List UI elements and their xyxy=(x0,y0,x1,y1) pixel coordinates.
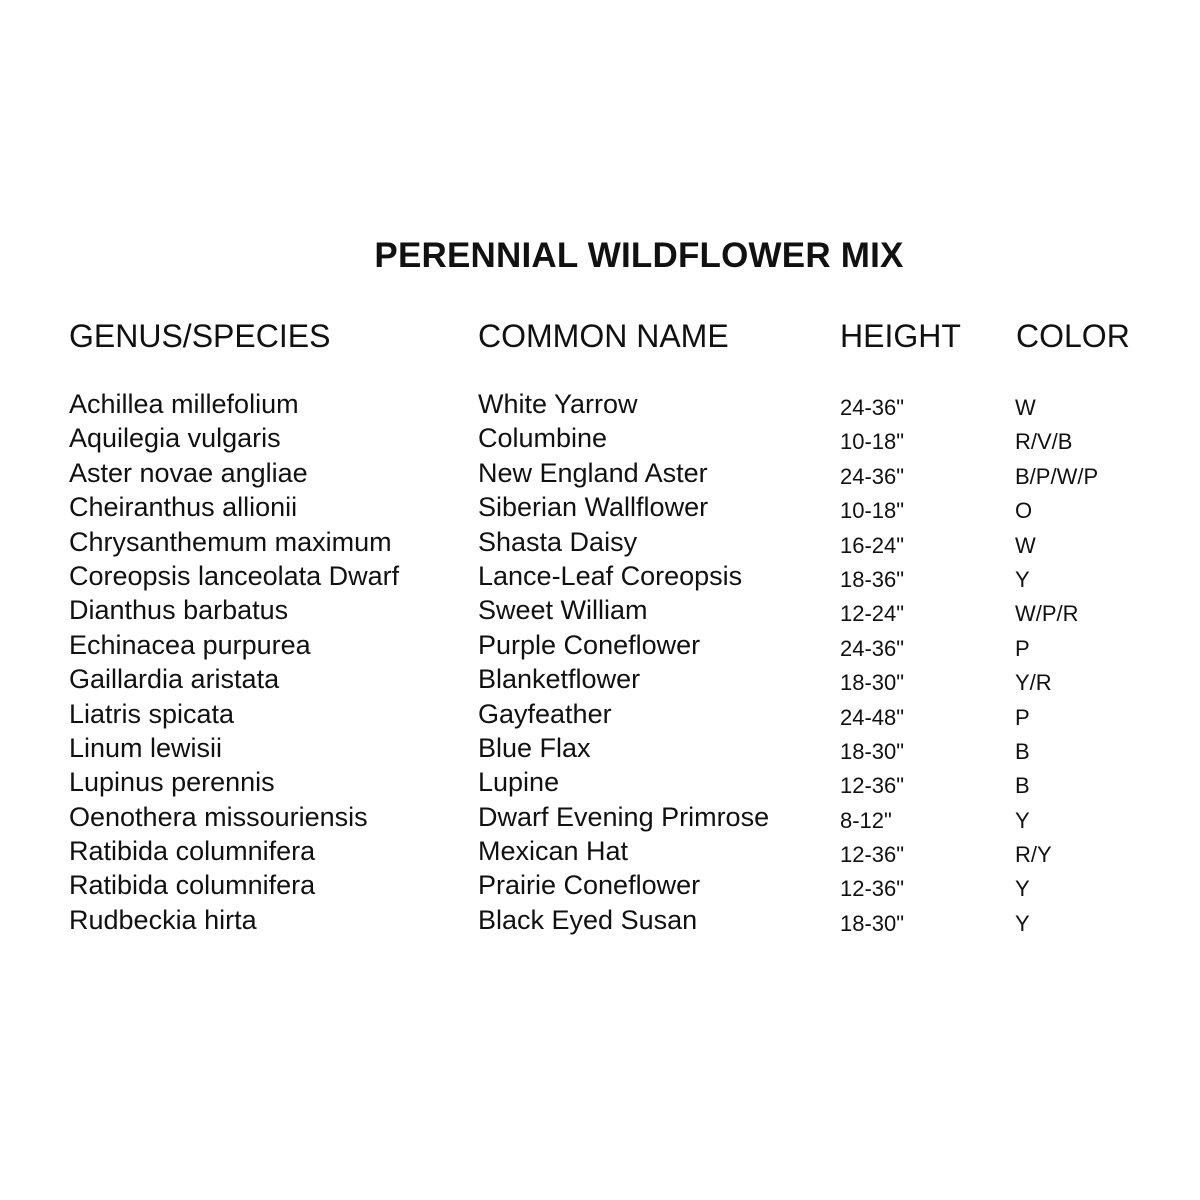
genus-species-cell: Oenothera missouriensis xyxy=(69,801,368,832)
common-name-cell: White Yarrow xyxy=(478,389,638,419)
genus-species-cell: Ratibida columnifera xyxy=(69,836,316,867)
table-row xyxy=(0,492,1200,526)
genus-species-cell: Rudbeckia hirta xyxy=(69,904,257,935)
genus-species-cell: Linum lewisii xyxy=(69,732,223,763)
table-row xyxy=(0,836,1200,870)
color-cell: Y xyxy=(1015,566,1030,592)
common-name-cell: Mexican Hat xyxy=(478,836,629,867)
column-header-height: HEIGHT xyxy=(840,318,961,354)
height-cell: 10-18" xyxy=(840,429,905,455)
genus-species-cell: Lupinus perennis xyxy=(69,767,275,798)
table-row xyxy=(0,905,1200,939)
height-cell: 12-36" xyxy=(840,876,905,902)
genus-species-cell: Gaillardia aristata xyxy=(69,664,280,695)
common-name-cell: Prairie Coneflower xyxy=(478,870,701,901)
color-cell: B xyxy=(1015,773,1030,799)
common-name-cell: Purple Coneflower xyxy=(478,629,701,660)
color-cell: R/Y xyxy=(1015,842,1052,868)
color-cell: W xyxy=(1015,532,1036,558)
height-cell: 18-30" xyxy=(840,670,905,696)
genus-species-cell: Liatris spicata xyxy=(69,698,235,729)
column-header-genus-species: GENUS/SPECIES xyxy=(69,318,331,354)
height-cell: 8-12" xyxy=(840,807,892,833)
common-name-cell: Columbine xyxy=(478,423,608,454)
genus-species-cell: Cheiranthus allionii xyxy=(69,492,298,523)
common-name-cell: Blue Flax xyxy=(478,732,591,763)
wildflower-table xyxy=(0,389,1200,939)
genus-species-cell: Achillea millefolium xyxy=(69,389,299,419)
table-row xyxy=(0,458,1200,492)
column-header-common-name: COMMON NAME xyxy=(478,318,729,354)
table-row xyxy=(0,733,1200,767)
table-row xyxy=(0,699,1200,733)
height-cell: 12-24" xyxy=(840,601,905,627)
common-name-cell: Black Eyed Susan xyxy=(478,904,698,935)
table-row xyxy=(0,664,1200,698)
common-name-cell: Shasta Daisy xyxy=(478,526,638,557)
color-cell: B/P/W/P xyxy=(1015,463,1099,489)
height-cell: 12-36" xyxy=(840,842,905,868)
common-name-cell: Sweet William xyxy=(478,595,648,626)
table-row xyxy=(0,802,1200,836)
height-cell: 10-18" xyxy=(840,498,905,524)
color-cell: Y/R xyxy=(1015,670,1052,696)
color-cell: P xyxy=(1015,635,1030,661)
genus-species-cell: Echinacea purpurea xyxy=(69,629,311,660)
table-row xyxy=(0,527,1200,561)
table-row xyxy=(0,595,1200,629)
common-name-cell: Lupine xyxy=(478,767,560,798)
common-name-cell: Siberian Wallflower xyxy=(478,492,709,523)
common-name-cell: Dwarf Evening Primrose xyxy=(478,801,770,832)
common-name-cell: Blanketflower xyxy=(478,664,641,695)
color-cell: B xyxy=(1015,738,1030,764)
height-cell: 24-36" xyxy=(840,395,905,420)
height-cell: 18-30" xyxy=(840,738,905,764)
genus-species-cell: Ratibida columnifera xyxy=(69,870,316,901)
color-cell: R/V/B xyxy=(1015,429,1073,455)
height-cell: 24-36" xyxy=(840,463,905,489)
color-cell: W xyxy=(1015,395,1036,420)
color-cell: P xyxy=(1015,704,1030,730)
height-cell: 18-36" xyxy=(840,566,905,592)
genus-species-cell: Chrysanthemum maximum xyxy=(69,526,392,557)
color-cell: Y xyxy=(1015,807,1030,833)
common-name-cell: Gayfeather xyxy=(478,698,612,729)
page-title: PERENNIAL WILDFLOWER MIX xyxy=(374,236,904,275)
genus-species-cell: Coreopsis lanceolata Dwarf xyxy=(69,560,400,591)
table-row xyxy=(0,630,1200,664)
height-cell: 16-24" xyxy=(840,532,905,558)
height-cell: 12-36" xyxy=(840,773,905,799)
common-name-cell: New England Aster xyxy=(478,457,708,488)
height-cell: 18-30" xyxy=(840,910,905,936)
height-cell: 24-48" xyxy=(840,704,905,730)
color-cell: W/P/R xyxy=(1015,601,1079,627)
genus-species-cell: Dianthus barbatus xyxy=(69,595,289,626)
table-row xyxy=(0,870,1200,904)
genus-species-cell: Aquilegia vulgaris xyxy=(69,423,281,454)
height-cell: 24-36" xyxy=(840,635,905,661)
color-cell: Y xyxy=(1015,876,1030,902)
table-row xyxy=(0,423,1200,457)
common-name-cell: Lance-Leaf Coreopsis xyxy=(478,560,743,591)
table-row xyxy=(0,389,1200,423)
color-cell: O xyxy=(1015,498,1033,524)
column-header-color: COLOR xyxy=(1016,318,1130,354)
color-cell: Y xyxy=(1015,910,1030,936)
table-row xyxy=(0,767,1200,801)
genus-species-cell: Aster novae angliae xyxy=(69,457,308,488)
table-row xyxy=(0,561,1200,595)
